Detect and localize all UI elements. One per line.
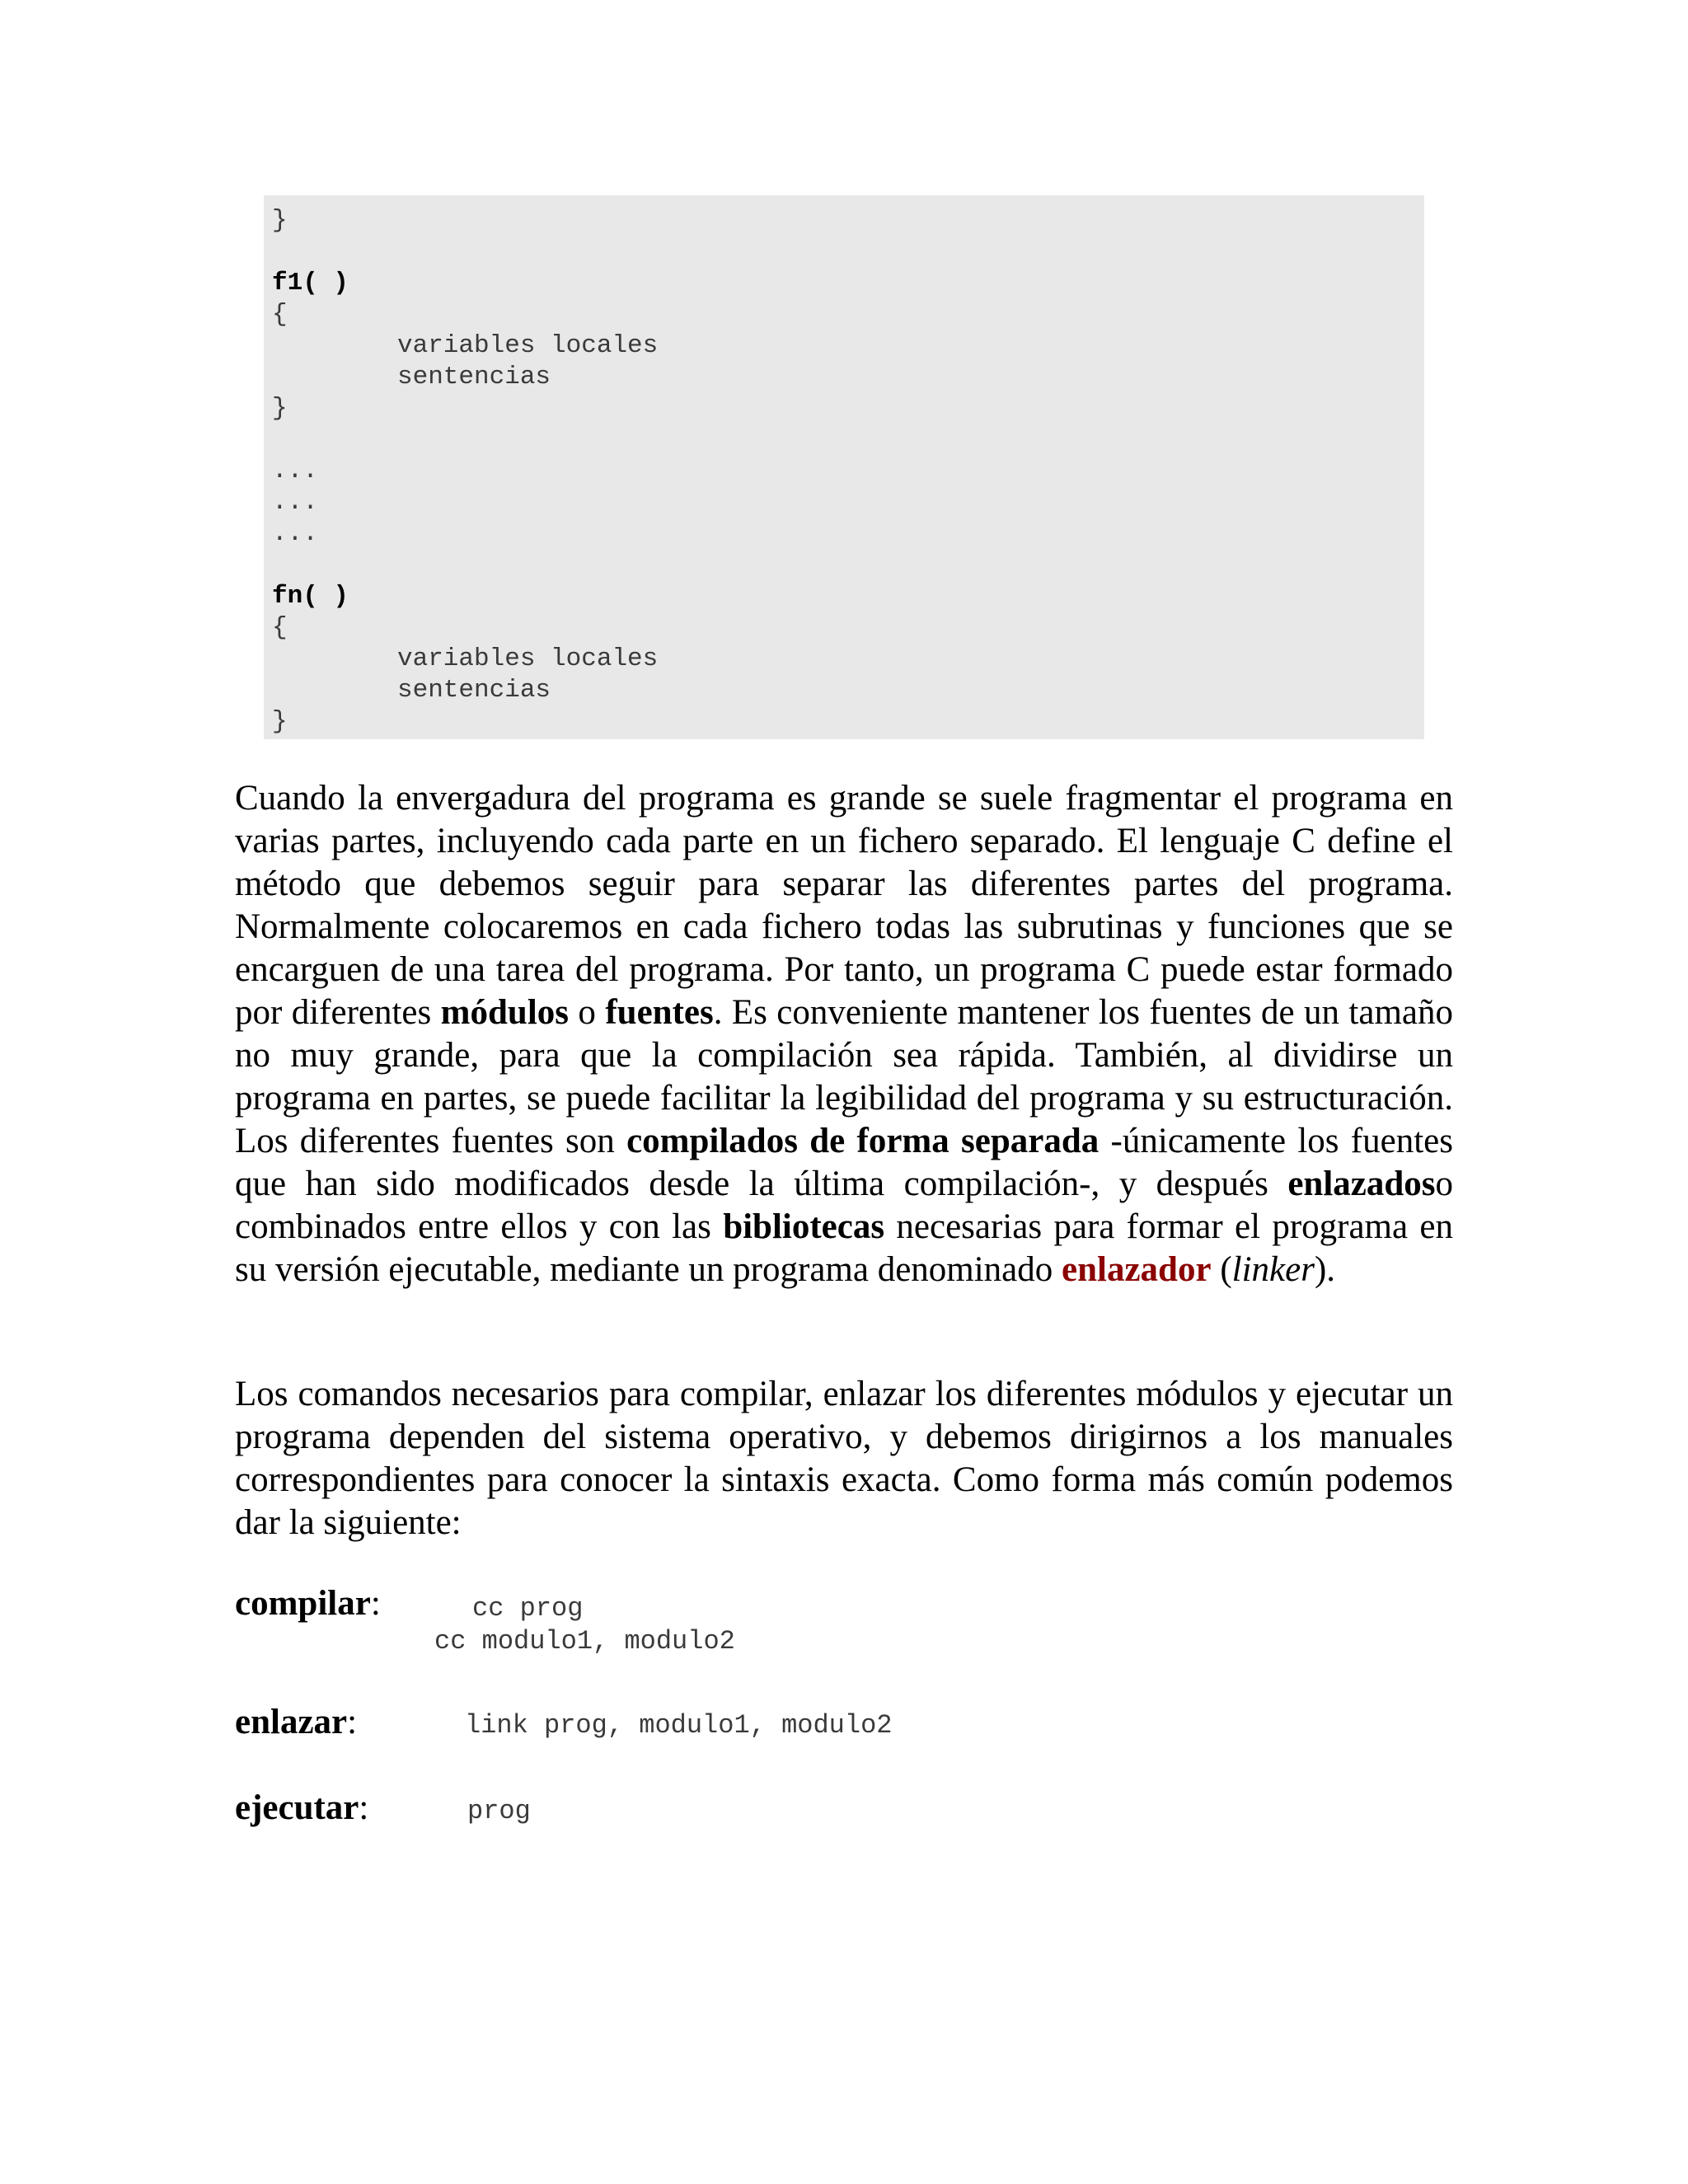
command-code-compilar-1: cc prog xyxy=(472,1593,584,1624)
paragraph-commands: Los comandos necesarios para compilar, enlazar los diferentes módulos y ejecutar un programa dependen del sistema operativo, y debemos dirigirnos a los manuales correspondientes para conocer la sintaxis exacta. Como forma más común podemos dar la siguiente: xyxy=(235,1375,1453,1542)
code-line xyxy=(272,424,1424,456)
code-line: } xyxy=(272,394,288,423)
colon: : xyxy=(370,1584,381,1623)
term-linker: linker xyxy=(1231,1250,1315,1289)
text: ). xyxy=(1314,1250,1336,1289)
text: o combinados entre ellos y con las xyxy=(235,1165,1453,1246)
code-line-ellipsis: ... xyxy=(272,519,318,548)
command-code-ejecutar: prog xyxy=(467,1796,531,1826)
code-line-ellipsis: ... xyxy=(272,488,318,517)
code-line: } xyxy=(272,707,288,736)
label: enlazar xyxy=(235,1703,348,1741)
label: ejecutar xyxy=(235,1788,359,1827)
code-line: sentencias xyxy=(397,363,551,391)
text: Cuando la envergadura del programa es grande se suele fragmentar el programa en varias partes, incluyendo cada parte en un fichero separado. El lenguaje C define el método que debemos seguir para separar las diferentes partes del programa. Normalmente colocaremos en cada fichero todas las subrutinas y funciones que se encarguen de una tarea del programa. Por tanto, un programa C puede estar formado por diferentes xyxy=(235,779,1453,1032)
term-bibliotecas: bibliotecas xyxy=(723,1207,885,1246)
code-line: variables locales xyxy=(397,331,659,360)
command-code-enlazar: link prog, modulo1, modulo2 xyxy=(465,1710,893,1741)
command-label-ejecutar xyxy=(235,1787,368,1830)
paragraph-modules xyxy=(235,777,1453,1291)
code-line: } xyxy=(272,206,288,235)
code-line: { xyxy=(272,613,288,642)
label: compilar xyxy=(235,1584,371,1623)
code-line: sentencias xyxy=(397,676,551,705)
term-modulos: módulos xyxy=(440,993,570,1032)
code-line: { xyxy=(272,300,288,329)
text: necesarias para formar el programa en su versión ejecutable, mediante un programa denominado xyxy=(235,1207,1453,1289)
code-line xyxy=(272,550,1424,581)
code-line: variables locales xyxy=(397,644,659,673)
term-enlazados: enlazados xyxy=(1287,1165,1436,1203)
code-line-ellipsis: ... xyxy=(272,457,318,485)
code-block xyxy=(264,195,1424,739)
command-code-compilar-2: cc modulo1, modulo2 xyxy=(434,1626,735,1657)
text: o xyxy=(569,993,606,1032)
code-line-function-f1: f1( ) xyxy=(272,269,349,298)
text: ( xyxy=(1211,1250,1232,1289)
code-line xyxy=(272,237,1424,268)
colon: : xyxy=(359,1788,369,1827)
term-fuentes: fuentes xyxy=(605,993,714,1032)
command-label-compilar xyxy=(235,1582,381,1625)
code-line-function-fn: fn( ) xyxy=(272,582,349,611)
colon: : xyxy=(347,1703,358,1741)
command-label-enlazar xyxy=(235,1701,357,1744)
term-enlazador: enlazador xyxy=(1062,1250,1212,1289)
text: . Es conveniente mantener los fuentes de un tamaño no muy grande, para que la compilación sea rápida. También, al dividirse un programa en partes, se puede facilitar la legibilidad del programa y su estructuración. Los diferentes fuentes son xyxy=(235,993,1453,1160)
term-compilados: compilados de forma separada xyxy=(626,1122,1100,1160)
text: -únicamente los fuentes que han sido modificados desde la última compilación-, y después xyxy=(235,1122,1453,1203)
